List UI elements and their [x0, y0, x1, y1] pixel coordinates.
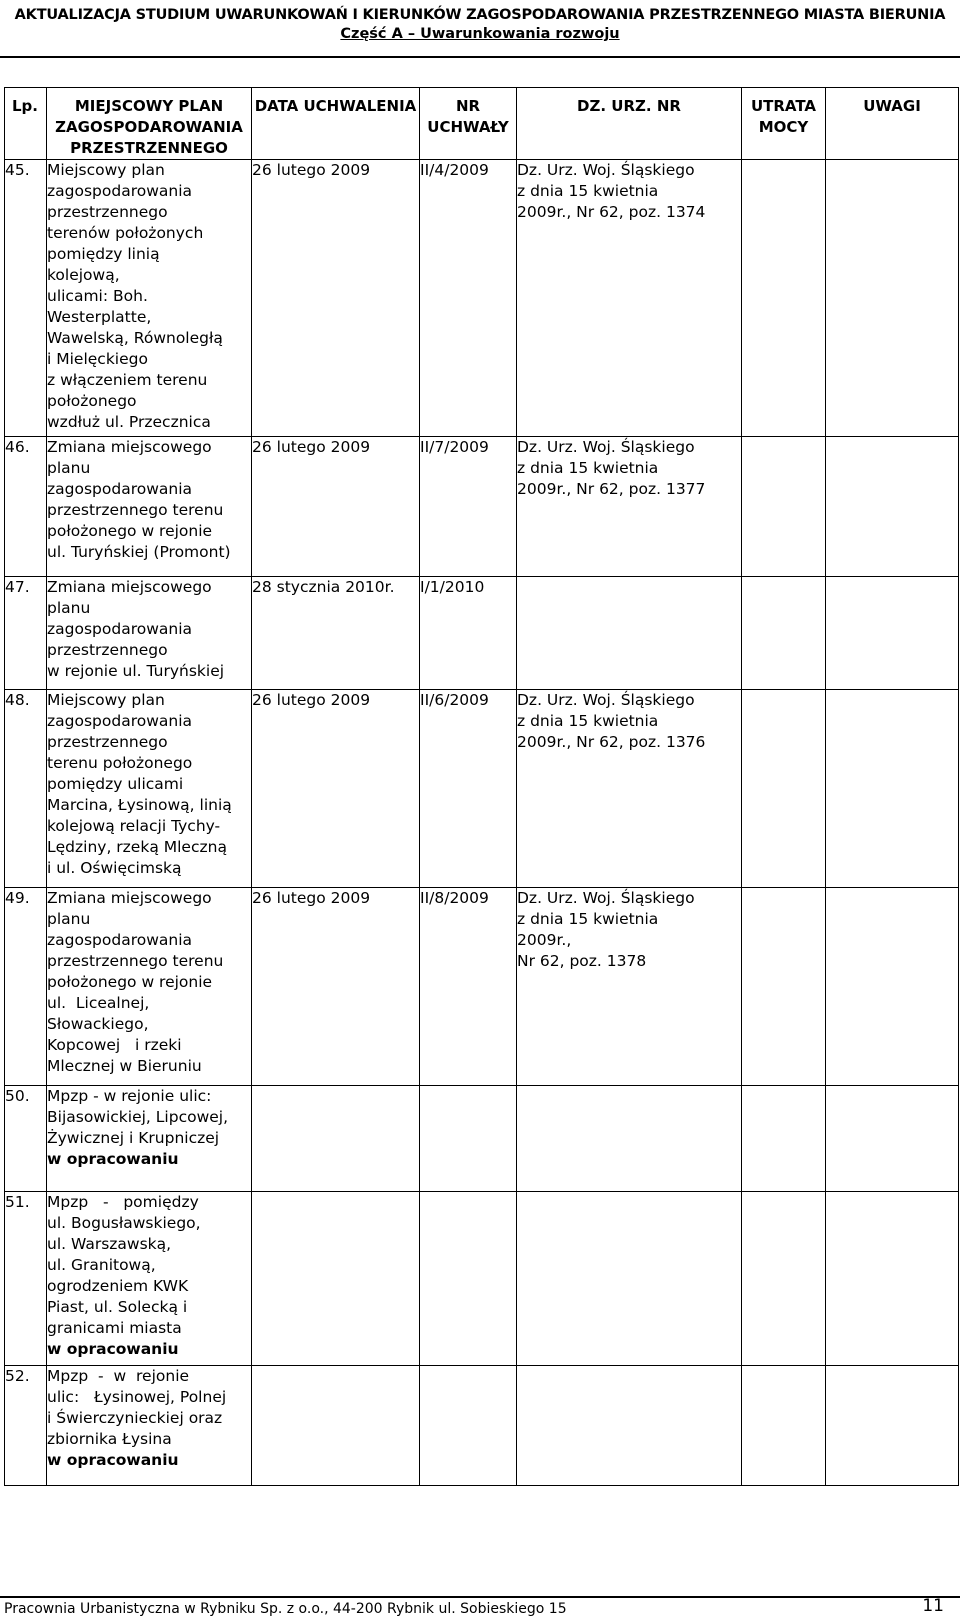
- row-uwagi: [826, 577, 959, 690]
- row-uwagi: [826, 690, 959, 888]
- row-lp: 51.: [5, 1192, 47, 1366]
- row-lp: 47.: [5, 577, 47, 690]
- footer-rule: [0, 1596, 960, 1598]
- status-label: w opracowaniu: [47, 1150, 179, 1168]
- row-lp: 45.: [5, 160, 47, 437]
- description-line: Marcina, Łysinową, linią: [47, 796, 232, 814]
- row-official-journal: [517, 160, 742, 437]
- description-line: ul. Warszawską,: [47, 1235, 172, 1253]
- description-line: położonego w rejonie: [47, 522, 213, 540]
- description-line: ogrodzeniem KWK: [47, 1277, 189, 1295]
- plans-table: [4, 87, 959, 1486]
- row-lp: 50.: [5, 1086, 47, 1192]
- page-number: 11: [922, 1596, 944, 1616]
- journal-line: z dnia 15 kwietnia: [517, 712, 659, 730]
- row-resolution-number: II/8/2009: [420, 888, 517, 1086]
- journal-line: Dz. Urz. Woj. Śląskiego: [517, 691, 695, 709]
- row-official-journal: [517, 577, 742, 690]
- footer-text: Pracownia Urbanistyczna w Rybniku Sp. z o.o., 44-200 Rybnik ul. Sobieskiego 15: [4, 1601, 567, 1617]
- description-line: z włączeniem terenu: [47, 371, 208, 389]
- journal-line: 2009r., Nr 62, poz. 1377: [517, 480, 706, 498]
- header-lp: Lp.: [5, 88, 47, 160]
- description-line: w rejonie ul. Turyńskiej: [47, 662, 225, 680]
- document-subtitle: Część A – Uwarunkowania rozwoju: [340, 26, 620, 42]
- description-line: przestrzennego: [47, 203, 168, 221]
- table-header-row: [5, 88, 959, 160]
- row-description: [47, 577, 252, 690]
- row-uwagi: [826, 1086, 959, 1192]
- journal-line: Dz. Urz. Woj. Śląskiego: [517, 161, 695, 179]
- row-date: 26 lutego 2009: [252, 160, 420, 437]
- description-line: położonego: [47, 392, 137, 410]
- journal-line: Dz. Urz. Woj. Śląskiego: [517, 438, 695, 456]
- row-lp: 46.: [5, 437, 47, 577]
- description-line: Piast, ul. Solecką i: [47, 1298, 188, 1316]
- row-date: 28 stycznia 2010r.: [252, 577, 420, 690]
- description-line: Wawelską, Równoległą: [47, 329, 223, 347]
- header-rule: [0, 56, 960, 58]
- description-line: przestrzennego: [47, 733, 168, 751]
- row-description: [47, 160, 252, 437]
- row-utrata-mocy: [742, 1192, 826, 1366]
- row-utrata-mocy: [742, 888, 826, 1086]
- row-utrata-mocy: [742, 160, 826, 437]
- description-line: kolejową,: [47, 266, 120, 284]
- description-line: ul. Turyńskiej (Promont): [47, 543, 231, 561]
- row-resolution-number: I/1/2010: [420, 577, 517, 690]
- description-line: ulic: Łysinowej, Polnej: [47, 1388, 227, 1406]
- row-resolution-number: [420, 1366, 517, 1486]
- description-line: zbiornika Łysina: [47, 1430, 172, 1448]
- row-date: [252, 1192, 420, 1366]
- description-line: granicami miasta: [47, 1319, 182, 1337]
- table-row: [5, 690, 959, 888]
- row-date: 26 lutego 2009: [252, 437, 420, 577]
- description-line: Lędziny, rzeką Mleczną: [47, 838, 227, 856]
- row-lp: 52.: [5, 1366, 47, 1486]
- description-line: zagospodarowania: [47, 480, 193, 498]
- journal-line: 2009r.,: [517, 931, 572, 949]
- row-date: 26 lutego 2009: [252, 888, 420, 1086]
- description-line: Miejscowy plan: [47, 161, 165, 179]
- header-nr: NR UCHWAŁY: [420, 88, 517, 160]
- header-date: DATA UCHWALENIA: [252, 88, 420, 160]
- row-date: [252, 1366, 420, 1486]
- row-resolution-number: II/4/2009: [420, 160, 517, 437]
- row-official-journal: [517, 1192, 742, 1366]
- row-official-journal: [517, 1366, 742, 1486]
- row-utrata-mocy: [742, 690, 826, 888]
- description-line: przestrzennego terenu: [47, 952, 224, 970]
- description-line: Zmiana miejscowego: [47, 889, 212, 907]
- row-utrata-mocy: [742, 437, 826, 577]
- row-description: [47, 1366, 252, 1486]
- description-line: Kopcowej i rzeki: [47, 1036, 182, 1054]
- row-uwagi: [826, 160, 959, 437]
- header-uwagi: UWAGI: [826, 88, 959, 160]
- row-uwagi: [826, 1366, 959, 1486]
- description-line: terenu położonego: [47, 754, 193, 772]
- table-row: [5, 1086, 959, 1192]
- row-resolution-number: II/6/2009: [420, 690, 517, 888]
- description-line: Westerplatte,: [47, 308, 152, 326]
- row-uwagi: [826, 437, 959, 577]
- description-line: ulicami: Boh.: [47, 287, 148, 305]
- description-line: Miejscowy plan: [47, 691, 165, 709]
- description-line: Bijasowickiej, Lipcowej,: [47, 1108, 229, 1126]
- journal-line: Nr 62, poz. 1378: [517, 952, 647, 970]
- description-line: przestrzennego: [47, 641, 168, 659]
- description-line: wzdłuż ul. Przecznica: [47, 413, 211, 431]
- table-row: [5, 1366, 959, 1486]
- table-row: [5, 1192, 959, 1366]
- description-line: Zmiana miejscowego: [47, 578, 212, 596]
- journal-line: z dnia 15 kwietnia: [517, 910, 659, 928]
- row-lp: 48.: [5, 690, 47, 888]
- description-line: zagospodarowania: [47, 712, 193, 730]
- row-uwagi: [826, 888, 959, 1086]
- row-official-journal: [517, 690, 742, 888]
- row-description: [47, 690, 252, 888]
- description-line: Mpzp - pomiędzy: [47, 1193, 199, 1211]
- description-line: ul. Bogusławskiego,: [47, 1214, 201, 1232]
- table-row: [5, 160, 959, 437]
- row-resolution-number: II/7/2009: [420, 437, 517, 577]
- row-date: [252, 1086, 420, 1192]
- description-line: zagospodarowania: [47, 931, 193, 949]
- status-label: w opracowaniu: [47, 1340, 179, 1358]
- description-line: położonego w rejonie: [47, 973, 213, 991]
- description-line: Mpzp - w rejonie: [47, 1367, 190, 1385]
- row-official-journal: [517, 437, 742, 577]
- status-label: w opracowaniu: [47, 1451, 179, 1469]
- description-line: przestrzennego terenu: [47, 501, 224, 519]
- description-line: i Świerczynieckiej oraz: [47, 1409, 223, 1427]
- document-title: AKTUALIZACJA STUDIUM UWARUNKOWAŃ I KIERUNKÓW ZAGOSPODAROWANIA PRZESTRZENNEGO MIASTA BIERUNIA: [14, 7, 946, 23]
- journal-line: 2009r., Nr 62, poz. 1376: [517, 733, 706, 751]
- header-plan: MIEJSCOWY PLAN ZAGOSPODAROWANIA PRZESTRZENNEGO: [47, 88, 252, 160]
- row-description: [47, 1192, 252, 1366]
- description-line: pomiędzy ulicami: [47, 775, 184, 793]
- table-row: [5, 437, 959, 577]
- description-line: i Mielęckiego: [47, 350, 148, 368]
- table-row: [5, 577, 959, 690]
- row-date: 26 lutego 2009: [252, 690, 420, 888]
- document-header: [0, 6, 960, 44]
- row-description: [47, 1086, 252, 1192]
- row-lp: 49.: [5, 888, 47, 1086]
- description-line: Słowackiego,: [47, 1015, 149, 1033]
- description-line: planu: [47, 459, 91, 477]
- row-uwagi: [826, 1192, 959, 1366]
- header-utrata: UTRATA MOCY: [742, 88, 826, 160]
- description-line: zagospodarowania: [47, 620, 193, 638]
- description-line: kolejową relacji Tychy-: [47, 817, 221, 835]
- description-line: ul. Granitową,: [47, 1256, 156, 1274]
- header-dz: DZ. URZ. NR: [517, 88, 742, 160]
- table-row: [5, 888, 959, 1086]
- description-line: Zmiana miejscowego: [47, 438, 212, 456]
- row-utrata-mocy: [742, 1366, 826, 1486]
- row-official-journal: [517, 888, 742, 1086]
- description-line: Żywicznej i Krupniczej: [47, 1129, 220, 1147]
- row-resolution-number: [420, 1192, 517, 1366]
- journal-line: Dz. Urz. Woj. Śląskiego: [517, 889, 695, 907]
- journal-line: z dnia 15 kwietnia: [517, 459, 659, 477]
- row-official-journal: [517, 1086, 742, 1192]
- journal-line: z dnia 15 kwietnia: [517, 182, 659, 200]
- description-line: pomiędzy linią: [47, 245, 160, 263]
- row-utrata-mocy: [742, 1086, 826, 1192]
- description-line: Mlecznej w Bieruniu: [47, 1057, 202, 1075]
- description-line: i ul. Oświęcimską: [47, 859, 182, 877]
- description-line: ul. Licealnej,: [47, 994, 150, 1012]
- description-line: Mpzp - w rejonie ulic:: [47, 1087, 212, 1105]
- journal-line: 2009r., Nr 62, poz. 1374: [517, 203, 706, 221]
- description-line: planu: [47, 910, 91, 928]
- row-description: [47, 437, 252, 577]
- row-utrata-mocy: [742, 577, 826, 690]
- description-line: terenów położonych: [47, 224, 204, 242]
- description-line: zagospodarowania: [47, 182, 193, 200]
- row-resolution-number: [420, 1086, 517, 1192]
- row-description: [47, 888, 252, 1086]
- description-line: planu: [47, 599, 91, 617]
